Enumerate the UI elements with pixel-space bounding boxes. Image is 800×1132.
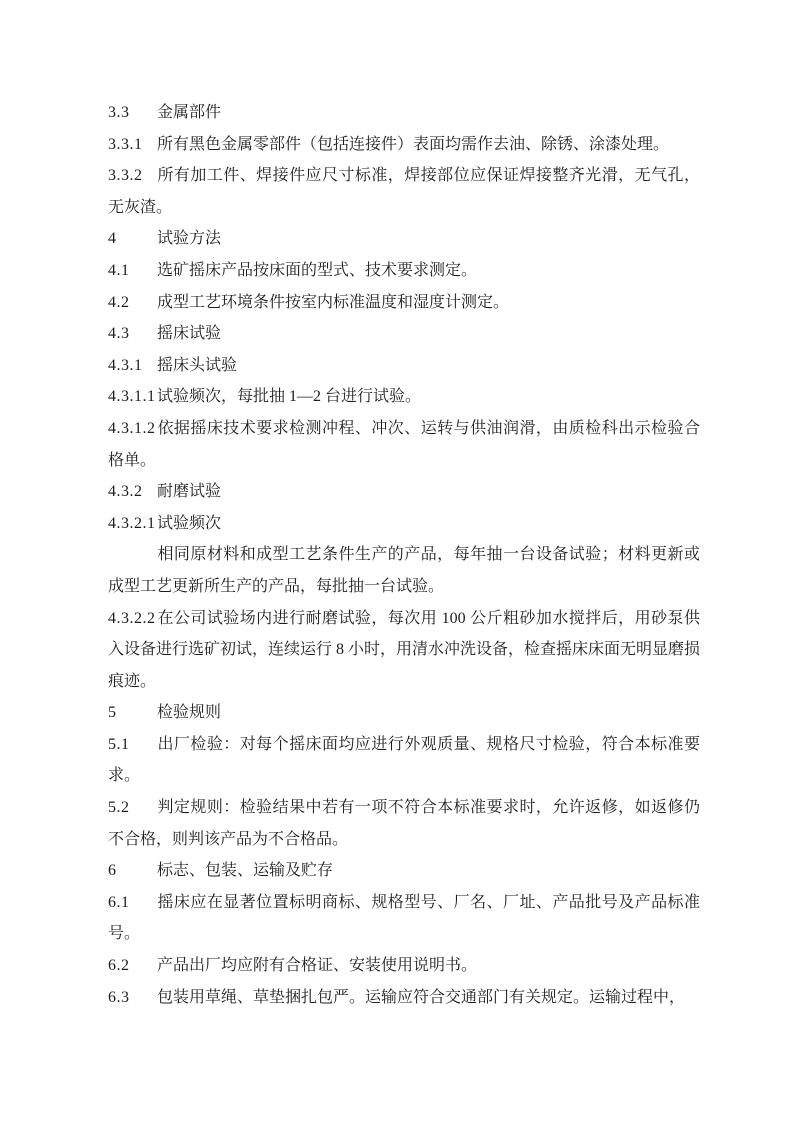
clause-text: 试验频次 — [157, 514, 222, 532]
clause-text: 产品出厂均应附有合格证、安装使用说明书。 — [157, 957, 478, 975]
clause-text: 摇床头试验 — [157, 356, 238, 374]
clause-paragraph — [108, 287, 700, 319]
clause-text: 选矿摇床产品按床面的型式、技术要求测定。 — [157, 261, 478, 279]
clause-text: 所有黑色金属零部件（包括连接件）表面均需作去油、除锈、涂漆处理。 — [157, 135, 670, 153]
clause-number: 4.3.2.1 — [108, 514, 156, 532]
clause-text: 包装用草绳、草垫捆扎包严。运输应符合交通部门有关规定。运输过程中， — [157, 988, 686, 1006]
clause-paragraph — [108, 792, 700, 855]
clause-paragraph — [108, 160, 700, 223]
clause-text: 摇床试验 — [157, 325, 222, 343]
clause-number: 4 — [108, 230, 117, 248]
clause-paragraph — [108, 381, 700, 413]
clause-paragraph — [108, 982, 700, 1014]
clause-paragraph — [108, 129, 700, 161]
clause-number: 5 — [108, 704, 117, 722]
clause-text: 试验频次，每批抽 1—2 台进行试验。 — [157, 388, 422, 406]
clause-paragraph — [108, 318, 700, 350]
clause-paragraph — [108, 603, 700, 698]
clause-number: 3.3 — [108, 104, 130, 121]
clause-text: 成型工艺环境条件按室内标准温度和湿度计测定。 — [157, 293, 510, 311]
clause-number: 4.3.1 — [108, 356, 143, 374]
clause-paragraph — [108, 476, 700, 508]
clause-paragraph — [108, 729, 700, 792]
clause-number: 4.2 — [108, 293, 130, 311]
clause-text: 检验规则 — [157, 704, 222, 722]
clause-number: 6.2 — [108, 957, 130, 975]
clause-paragraph — [108, 255, 700, 287]
clause-number: 4.3 — [108, 325, 130, 343]
clause-text: 判定规则：检验结果中若有一项不符合本标准要求时，允许返修，如返修仍不合格，则判该产品为不合格品。 — [108, 799, 700, 848]
clause-number: 6 — [108, 862, 117, 880]
clause-paragraph — [108, 413, 700, 476]
clause-text: 摇床应在显著位置标明商标、规格型号、厂名、厂址、产品批号及产品标准号。 — [108, 893, 700, 943]
body-text: 相同原材料和成型工艺条件生产的产品，每年抽一台设备试验；材料更新或成型工艺更新所生产的产品，每批抽一台试验。 — [108, 546, 700, 595]
body-paragraph — [108, 539, 700, 602]
clause-number: 5.1 — [108, 735, 130, 753]
clause-number: 3.3.1 — [108, 135, 143, 153]
clause-number: 4.3.1.2 — [108, 419, 156, 437]
clause-number: 3.3.2 — [108, 167, 143, 185]
clause-text: 所有加工件、焊接件应尺寸标准，焊接部位应保证焊接整齐光滑，无气孔，无灰渣。 — [108, 167, 700, 216]
clause-paragraph — [108, 697, 700, 729]
clause-number: 6.3 — [108, 988, 130, 1006]
clause-paragraph — [108, 887, 700, 950]
clause-number: 4.3.2.2 — [108, 609, 156, 627]
clause-text: 依据摇床技术要求检测冲程、冲次、运转与供油润滑，由质检科出示检验合格单。 — [108, 419, 700, 469]
clause-number: 6.1 — [108, 893, 130, 911]
clause-paragraph — [108, 855, 700, 887]
clause-text: 出厂检验：对每个摇床面均应进行外观质量、规格尺寸检验，符合本标准要求。 — [108, 735, 700, 785]
clause-number: 4.1 — [108, 261, 130, 279]
clause-paragraph — [108, 950, 700, 982]
clause-text: 在公司试验场内进行耐磨试验，每次用 100 公斤粗砂加水搅拌后，用砂泵供入设备进行选矿初试，连续运行 8 小时，用清水冲洗设备，检查摇床床面无明显磨损痕迹。 — [108, 609, 701, 690]
clause-number: 4.3.1.1 — [108, 388, 156, 406]
clause-text: 标志、包装、运输及贮存 — [157, 862, 334, 880]
clause-paragraph — [108, 350, 700, 382]
clause-paragraph — [108, 508, 700, 540]
clause-text: 试验方法 — [157, 230, 222, 248]
clause-paragraph — [108, 223, 700, 255]
clause-paragraph — [108, 97, 700, 129]
clause-number: 5.2 — [108, 799, 130, 817]
clause-text: 耐磨试验 — [157, 483, 222, 501]
clause-number: 4.3.2 — [108, 483, 143, 501]
clause-text: 金属部件 — [157, 104, 222, 121]
